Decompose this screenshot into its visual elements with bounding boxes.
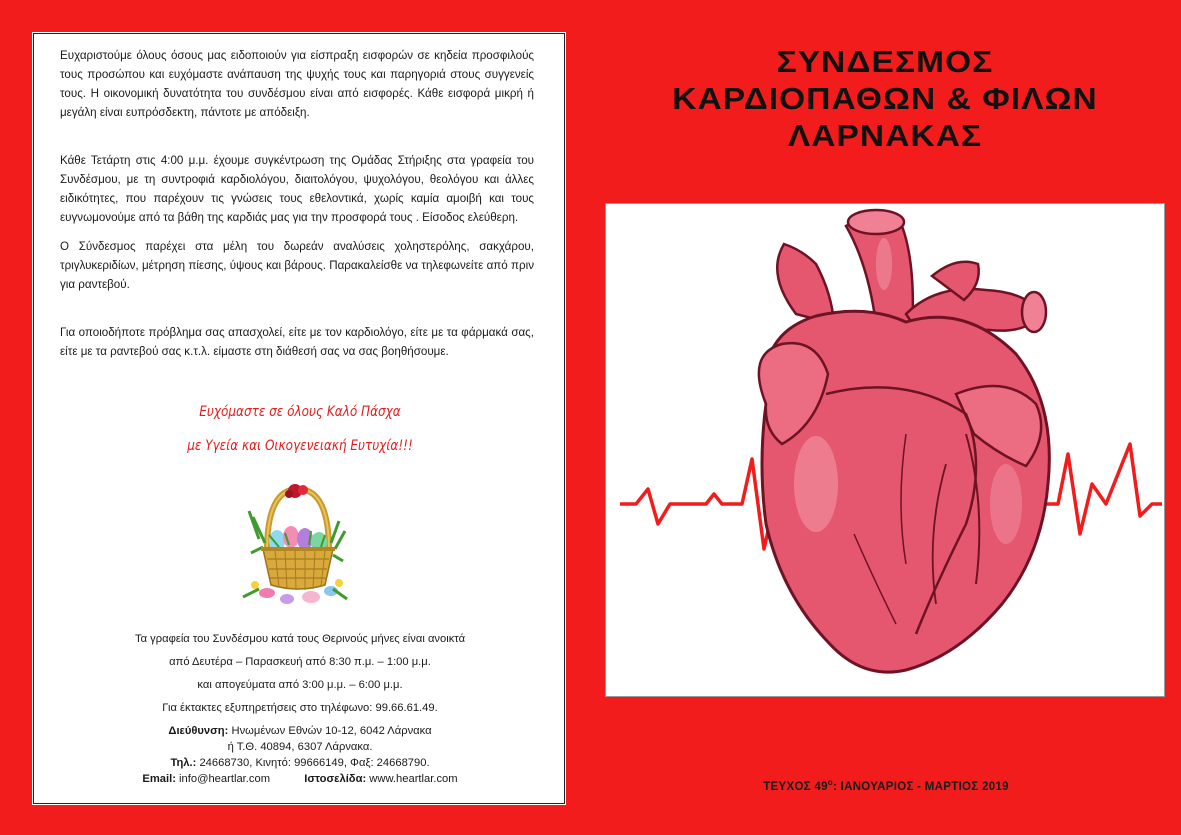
support-group-paragraph: Κάθε Τετάρτη στις 4:00 μ.μ. έχουμε συγκέντρωση της Ομάδας Στήριξης στα γραφεία του Συνδέσμου, με τη συντροφιά καρδιολόγου, διαιτολόγου, ψυχολόγου, θεολόγου και άλλες ειδικότητες, που παρέχουν τις γνώσεις τους εθελοντικά, χωρίς καμία αμοιβή και τους ευγνωμονούμε από τα βάθη της καρδιάς μας για την προσφορά τους . Είσοδος ελεύθερη.: [60, 154, 534, 224]
phone-label: Τηλ.:: [170, 757, 197, 769]
email-link[interactable]: info@heartlar.com: [175, 773, 271, 785]
website-link[interactable]: www.heartlar.com: [366, 773, 458, 785]
phone-line: [34, 756, 566, 770]
issue-period: : ΙΑΝΟΥΑΡΙΟΣ - ΜΑΡΤΙΟΣ 2019: [832, 780, 1009, 793]
title-line1: ΣΥΝΔΕΣΜΟΣ: [776, 44, 994, 79]
title-line3: ΛΑΡΝΑΚΑΣ: [787, 118, 983, 153]
address-line2: ή Τ.Θ. 40894, 6307 Λάρνακα.: [227, 741, 373, 753]
title-line2: ΚΑΡΔΙΟΠΑΘΩΝ & ΦΙΛΩΝ: [672, 81, 1098, 116]
emergency-phone: Για έκτακτες εξυπηρετήσεις στο τηλέφωνο: 99.66.61.49.: [162, 702, 438, 714]
heart-icon: [606, 204, 1165, 697]
office-hours-line2: από Δευτέρα – Παρασκευή από 8:30 π.μ. – 1:00 μ.μ.: [169, 656, 431, 668]
issue-line: [606, 778, 1166, 793]
free-tests-paragraph: Ο Σύνδεσμος παρέχει στα μέλη του δωρεάν αναλύσεις χοληστερόλης, σακχάρου, τριγλυκεριδίων, μέτρηση πίεσης, ύψους και βάρους. Παρακαλείσθε να τηλεφωνείτε από πριν για ραντεβού.: [60, 240, 534, 291]
address-value: Ηνωμένων Εθνών 10-12, 6042 Λάρνακα: [228, 725, 432, 737]
heart-illustration-panel: [605, 203, 1165, 697]
easter-greeting-line2: με Υγεία και Οικογενειακή Ευτυχία!!!: [187, 438, 413, 454]
easter-greeting-line1: Ευχόμαστε σε όλους Καλό Πάσχα: [199, 404, 401, 420]
email-label: Email:: [142, 773, 176, 785]
phone-value: 24668730, Κινητό: 99666149, Φαξ: 24668790.: [196, 757, 430, 769]
address-label: Διεύθυνση:: [168, 725, 229, 737]
address-line1: [34, 724, 566, 738]
email-website-line: [34, 772, 566, 786]
back-cover-panel: [33, 33, 565, 804]
issue-superscript: ο: [827, 778, 833, 787]
thanks-paragraph: Ευχαριστούμε όλους όσους μας ειδοποιούν για είσπραξη εισφορών σε κηδεία προσφιλούς τους προσώπου και ευχόμαστε ανάπαυση της ψυχής τους και παρηγοριά στους συγγενείς τους. Η οικονομική δυνατότητα του συνδέσμου είναι από εισφορές. Κάθε εισφορά μικρή ή μεγάλη είναι ευπρόσδεκτη, πάντοτε με απόδειξη.: [60, 49, 534, 119]
issue-number: ΤΕΥΧΟΣ 49: [763, 780, 828, 793]
easter-basket-icon: [239, 481, 357, 609]
office-hours-line3: και απογεύματα από 3:00 μ.μ. – 6:00 μ.μ.: [197, 679, 403, 691]
office-hours-line1: Τα γραφεία του Συνδέσμου κατά τους Θερινούς μήνες είναι ανοικτά: [134, 633, 466, 645]
help-paragraph: Για οποιοδήποτε πρόβλημα σας απασχολεί, είτε με τον καρδιολόγο, είτε με τα φάρμακά σας, είτε με τα ραντεβού σας κ.τ.λ. είμαστε στη διάθεσή σας να σας βοηθήσουμε.: [60, 326, 534, 358]
website-label: Ιστοσελίδα:: [304, 773, 367, 785]
